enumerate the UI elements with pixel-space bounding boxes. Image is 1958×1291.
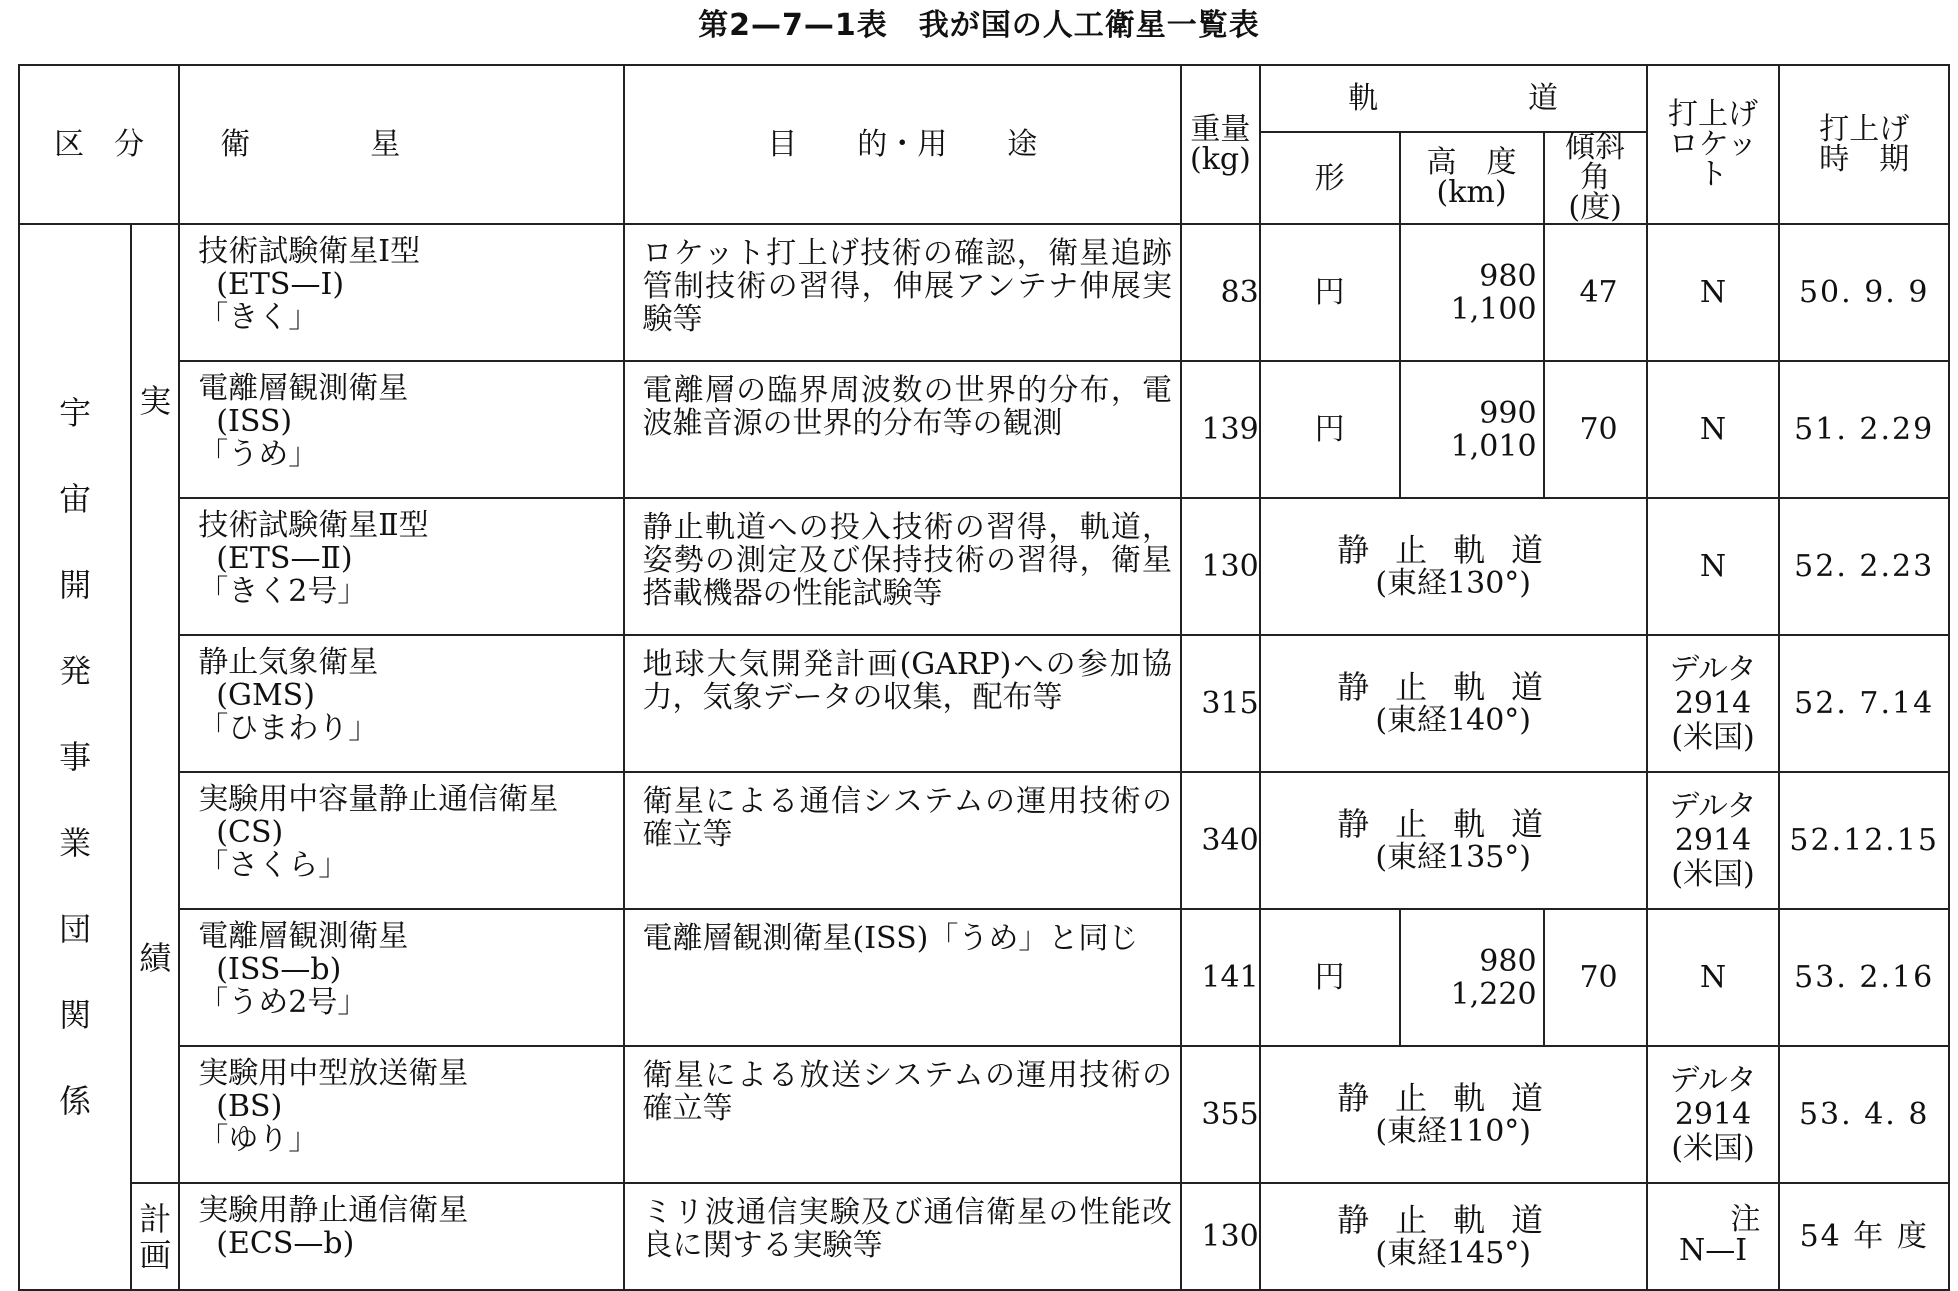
launch-date-cell: 53. 2.16 — [1779, 909, 1949, 1046]
header-inclination-label: 傾斜角 — [1565, 130, 1626, 195]
orbit-geostationary-cell — [1260, 1183, 1647, 1290]
rocket-cell: N — [1647, 498, 1780, 635]
launch-date-cell: 51. 2.29 — [1779, 361, 1949, 498]
satellite-nickname: 「うめ2号」 — [198, 985, 368, 1020]
header-weight-unit: (kg) — [1190, 141, 1251, 177]
orbit-altitude-cell — [1400, 361, 1544, 498]
satellite-nickname: 「うめ」 — [198, 437, 319, 472]
satellite-nickname: 「さくら」 — [198, 848, 349, 883]
satellite-name-text: 技術試験衛星Ⅰ型 — [198, 234, 421, 269]
geo-orbit-label: 静止軌道 — [1337, 804, 1570, 843]
geo-orbit-longitude: (東経135°) — [1375, 839, 1531, 875]
orbit-inclination-cell: 70 — [1544, 361, 1647, 498]
vertical-char: 事 — [59, 738, 92, 776]
rocket-country: (米国) — [1671, 856, 1755, 892]
satellite-name — [179, 224, 623, 361]
satellite-name-text: 実験用中容量静止通信衛星 — [198, 782, 559, 817]
rocket-model: 2914 — [1674, 822, 1752, 858]
table-row — [19, 635, 1949, 772]
header-weight-label: 重量 — [1190, 111, 1251, 147]
satellite-nickname: 「ひまわり」 — [198, 711, 379, 746]
weight-cell: 130 — [1181, 1183, 1260, 1290]
header-category: 区 分 — [19, 65, 179, 224]
satellite-name-text: 実験用中型放送衛星 — [198, 1056, 469, 1091]
header-orbit-altitude — [1400, 132, 1544, 224]
orbit-geostationary-cell — [1260, 772, 1647, 909]
rocket-model: 2914 — [1674, 1096, 1752, 1132]
launch-date-cell: 52. 2.23 — [1779, 498, 1949, 635]
orbit-altitude-cell — [1400, 909, 1544, 1046]
orbit-shape-cell: 円 — [1260, 361, 1400, 498]
rocket-model: 2914 — [1674, 685, 1752, 721]
header-launch-line2: 時 期 — [1819, 141, 1910, 177]
altitude-min: 990 — [1479, 395, 1537, 431]
purpose-cell: 電離層観測衛星(ISS)「うめ」と同じ — [624, 909, 1182, 1046]
header-satellite: 衛 星 — [179, 65, 623, 224]
altitude-max: 1,220 — [1450, 976, 1537, 1012]
satellite-name-text: 技術試験衛星Ⅱ型 — [198, 508, 429, 543]
satellite-name — [179, 635, 623, 772]
geo-orbit-longitude: (東経130°) — [1375, 565, 1531, 601]
satellite-name-text: 電離層観測衛星 — [198, 371, 409, 406]
geo-orbit-label: 静止軌道 — [1337, 667, 1570, 706]
header-launch-line1: 打上げ — [1819, 111, 1910, 147]
altitude-max: 1,010 — [1450, 428, 1537, 464]
vertical-char: 宇 — [59, 394, 92, 432]
launch-date-cell: 53. 4. 8 — [1779, 1046, 1949, 1183]
orbit-altitude-cell — [1400, 224, 1544, 361]
header-purpose: 目 的・用 途 — [624, 65, 1182, 224]
header-rocket — [1647, 65, 1780, 224]
rocket-name: N—Ⅰ — [1678, 1232, 1748, 1268]
satellite-code: (GMS) — [216, 678, 315, 713]
status-actual — [131, 224, 179, 1183]
altitude-min: 980 — [1479, 258, 1537, 294]
table-row — [19, 772, 1949, 909]
altitude-min: 980 — [1479, 943, 1537, 979]
geo-orbit-label: 静止軌道 — [1337, 1078, 1570, 1117]
satellite-name-text: 静止気象衛星 — [198, 645, 379, 680]
header-altitude-label: 高 度 — [1426, 145, 1517, 180]
vertical-char: 画 — [139, 1235, 172, 1274]
header-altitude-unit: (km) — [1436, 175, 1507, 210]
org-label — [19, 224, 131, 1290]
header-weight — [1181, 65, 1260, 224]
rocket-name: デルタ — [1669, 788, 1757, 824]
weight-cell: 139 — [1181, 361, 1260, 498]
purpose-cell: 衛星による通信システムの運用技術の確立等 — [624, 772, 1182, 909]
vertical-char: 宙 — [59, 480, 92, 518]
vertical-char: 計 — [139, 1199, 172, 1238]
header-rocket-line2: ロケッ — [1668, 126, 1758, 162]
rocket-name: デルタ — [1669, 1062, 1757, 1098]
weight-cell: 340 — [1181, 772, 1260, 909]
satellite-code: (ISS) — [216, 404, 293, 439]
satellite-name — [179, 498, 623, 635]
vertical-char: 績 — [139, 939, 172, 977]
geo-orbit-label: 静止軌道 — [1337, 530, 1570, 569]
purpose-cell: ロケット打上げ技術の確認，衛星追跡管制技術の習得，伸展アンテナ伸展実験等 — [624, 224, 1182, 361]
geo-orbit-label: 静止軌道 — [1337, 1200, 1570, 1239]
table-row — [19, 909, 1949, 1046]
header-launch — [1779, 65, 1949, 224]
header-orbit: 軌 道 — [1260, 65, 1647, 132]
vertical-char: 団 — [59, 910, 92, 948]
satellite-name — [179, 361, 623, 498]
satellite-code: (BS) — [216, 1089, 283, 1124]
launch-date-cell: 52. 7.14 — [1779, 635, 1949, 772]
orbit-shape-cell: 円 — [1260, 224, 1400, 361]
satellite-nickname: 「ゆり」 — [198, 1122, 319, 1157]
satellite-nickname: 「きく」 — [198, 300, 319, 335]
header-orbit-shape: 形 — [1260, 132, 1400, 224]
purpose-cell: ミリ波通信実験及び通信衛星の性能改良に関する実験等 — [624, 1183, 1182, 1290]
satellite-name — [179, 909, 623, 1046]
satellite-code: (ISS—b) — [216, 952, 342, 987]
satellite-code: (ETS—Ⅰ) — [216, 267, 345, 302]
table-row — [19, 224, 1949, 361]
rocket-cell: N — [1647, 224, 1780, 361]
launch-date-cell: 50. 9. 9 — [1779, 224, 1949, 361]
vertical-char: 係 — [59, 1082, 92, 1120]
purpose-cell: 電離層の臨界周波数の世界的分布，電波雑音源の世界的分布等の観測 — [624, 361, 1182, 498]
table-row — [19, 1046, 1949, 1183]
header-rocket-line3: ト — [1698, 156, 1729, 192]
orbit-inclination-cell: 47 — [1544, 224, 1647, 361]
vertical-char: 業 — [59, 824, 92, 862]
geo-orbit-longitude: (東経140°) — [1375, 702, 1531, 738]
rocket-cell — [1647, 772, 1780, 909]
orbit-geostationary-cell — [1260, 498, 1647, 635]
vertical-char: 開 — [59, 566, 92, 604]
header-rocket-line1: 打上げ — [1668, 96, 1759, 132]
header-orbit-inclination — [1544, 132, 1647, 224]
table-row — [19, 498, 1949, 635]
rocket-country: (米国) — [1671, 719, 1755, 755]
orbit-shape-cell: 円 — [1260, 909, 1400, 1046]
geo-orbit-longitude: (東経110°) — [1375, 1113, 1531, 1149]
launch-date-cell: 52.12.15 — [1779, 772, 1949, 909]
satellite-name-text: 電離層観測衛星 — [198, 919, 409, 954]
rocket-cell — [1647, 635, 1780, 772]
header-inclination-unit: (度) — [1568, 190, 1622, 225]
orbit-geostationary-cell — [1260, 635, 1647, 772]
weight-cell: 355 — [1181, 1046, 1260, 1183]
satellite-name — [179, 1046, 623, 1183]
purpose-cell: 衛星による放送システムの運用技術の確立等 — [624, 1046, 1182, 1183]
rocket-name: デルタ — [1669, 651, 1757, 687]
purpose-cell: 地球大気開発計画(GARP)への参加協力，気象データの収集，配布等 — [624, 635, 1182, 772]
vertical-char: 発 — [59, 652, 92, 690]
purpose-cell: 静止軌道への投入技術の習得，軌道，姿勢の測定及び保持技術の習得，衛星搭載機器の性能試験等 — [624, 498, 1182, 635]
table-row — [19, 361, 1949, 498]
weight-cell: 141 — [1181, 909, 1260, 1046]
rocket-cell: N — [1647, 909, 1780, 1046]
satellite-code: (CS) — [216, 815, 284, 850]
weight-cell: 130 — [1181, 498, 1260, 635]
weight-cell: 315 — [1181, 635, 1260, 772]
satellite-name — [179, 1183, 623, 1290]
orbit-geostationary-cell — [1260, 1046, 1647, 1183]
weight-cell: 83 — [1181, 224, 1260, 361]
orbit-inclination-cell: 70 — [1544, 909, 1647, 1046]
vertical-char: 関 — [59, 996, 92, 1034]
launch-date-cell: 54 年 度 — [1779, 1183, 1949, 1290]
rocket-cell — [1647, 1046, 1780, 1183]
altitude-max: 1,100 — [1450, 291, 1537, 327]
rocket-note: 注 — [1730, 1201, 1761, 1237]
status-plan — [131, 1183, 179, 1290]
satellite-name — [179, 772, 623, 909]
satellite-code: (ETS—Ⅱ) — [216, 541, 353, 576]
rocket-country: (米国) — [1671, 1130, 1755, 1166]
rocket-cell: N — [1647, 361, 1780, 498]
rocket-cell — [1647, 1183, 1780, 1290]
satellite-code: (ECS—b) — [216, 1226, 355, 1261]
table-row — [19, 1183, 1949, 1290]
satellite-nickname: 「きく2号」 — [198, 574, 368, 609]
geo-orbit-longitude: (東経145°) — [1375, 1235, 1531, 1271]
satellite-table — [18, 64, 1950, 1291]
satellite-name-text: 実験用静止通信衛星 — [198, 1193, 469, 1228]
page-title: 第2—7—1表 我が国の人工衛星一覧表 — [698, 8, 1260, 43]
vertical-char: 実 — [139, 382, 172, 420]
